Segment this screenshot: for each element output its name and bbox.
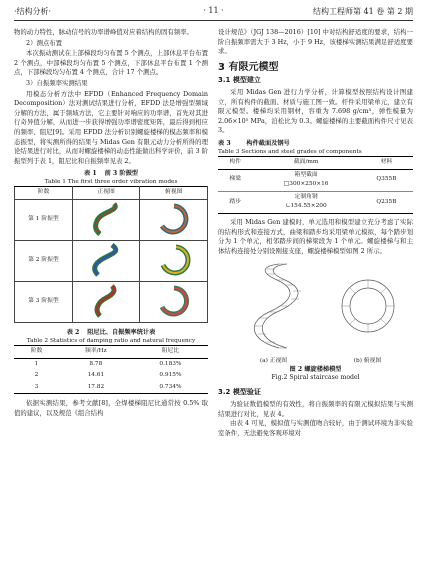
table-header: 正视图	[72, 187, 140, 200]
section-heading: 3 有限元模型	[218, 61, 279, 73]
table-row	[14, 370, 208, 382]
table-row	[15, 240, 208, 281]
paragraph: 用模态分析方法中 EFDD（Enhanced Frequency Domain Decomposition）法对测试结果进行分析，EFDD 法是增强型频域分解的方法，属于频域方法，它主要针对响应的功率谱，首先对其进行奇异值分解，从而进一步获得增强功率谱密度矩阵，最后得到相应的频率、阻尼[9]。采用 EFDD 法分析识别螺旋楼梯的模态频率和模态振型，将实测所得的结果与 Midas Gen 有限元动力分析所得的理论结果进行对比，从而对螺旋楼梯的动态性能做出科学评价，前 3 阶振型列于表 1，阻尼比和自振频率见表 2。	[14, 89, 208, 165]
table-row	[14, 382, 208, 394]
table1-vibration-modes	[14, 186, 208, 323]
table-cell: Q235B	[360, 191, 413, 213]
staircase-front-view	[229, 260, 319, 352]
figure2-caption: 图 2 螺旋楼梯模型 Fig.2 Spiral staircase model	[271, 366, 360, 382]
header-section: ·结构分析·	[14, 7, 52, 16]
mode-label: 第 1 阶振型	[15, 199, 73, 240]
paragraph: 物的动力特性，脉动信号的功率谱峰值对应着结构的固有频率。	[14, 28, 193, 36]
table-header: 阶数	[14, 345, 59, 358]
figure2	[218, 260, 413, 366]
table1-caption: 表 1 前 3 阶振型 Table 1 The first three order vibration modes	[44, 170, 178, 186]
table-cell: 梯梁	[218, 169, 252, 191]
table-header: 材料	[360, 156, 413, 169]
table2-damping-frequency	[14, 345, 208, 394]
figure2a	[229, 260, 319, 366]
subsection-label: 3）自振频率实测结果	[26, 78, 88, 87]
page-header	[14, 6, 413, 20]
table-cell: 踏步	[218, 191, 252, 213]
table-cell: 14.61	[87, 372, 105, 379]
paragraph: 为验证数值模型的有效性，将自振频率的有限元模拟结果与实测结果进行对比，见表 4。	[218, 400, 413, 418]
table2-caption: 表 2 阻尼比、自振频率统计表 Table 2 Statistics of damping ratio and natural frequency	[26, 328, 196, 344]
mode2-front-image	[75, 242, 138, 280]
subsection-heading: 3.2 模型验证	[218, 388, 261, 397]
table-cell: Q355B	[360, 169, 413, 191]
table-header: 阶数	[15, 187, 73, 200]
paragraph: 采用 Midas Gen 进行力学分析，计算模型按照结构设计图建立，所有构件的截面、材质与施工图一致。杆件采用梁单元，建立有限元模型。楼梯均采用钢材，容重为 7.698 g/cm³，弹性模量为 2.06×10⁵ MPa，泊松比为 0.3。螺旋楼梯的主要截面构件尺寸见表 3。	[218, 87, 413, 135]
mode1-front-image	[75, 201, 138, 239]
staircase-top-view	[333, 260, 403, 352]
table-cell: 1	[34, 360, 39, 367]
table-cell: 定制角钢 ∟154.55×200	[252, 191, 359, 213]
mode1-top-image	[142, 201, 205, 239]
table-cell: 17.82	[59, 382, 133, 394]
mode3-top-image	[142, 283, 205, 321]
subsection-heading: 3.1 模型建立	[218, 76, 261, 85]
mode-label: 第 2 阶振型	[15, 240, 73, 281]
table-cell: 0.915%	[159, 372, 182, 379]
figure2b-label: (b) 俯视图	[353, 357, 382, 364]
table-row	[218, 169, 413, 191]
paragraph: 设计规范》（JGJ 138—2016）[10] 中对结构舒适度的要求，结构一阶自振频率需大于 3 Hz，小于 9 Hz，该楼梯实测结果满足舒适度要求。	[218, 28, 413, 56]
table-header: 阻尼比	[133, 345, 208, 358]
table-header: 俯视图	[140, 187, 208, 200]
paragraph: 本次振动测试在上部梯段均匀布置 5 个测点，上部休息平台布置 2 个测点，中部梯段均匀布置 5 个测点，下部休息平台布置 1 个测点，下部梯段均匀布置 4 个测点，合计 17 个测点。	[14, 49, 208, 77]
table-cell: 3	[14, 382, 59, 394]
table-cell: 2	[34, 372, 39, 379]
mode-label: 第 3 阶振型	[15, 281, 73, 322]
table-row	[15, 199, 208, 240]
paragraph: 采用 Midas Gen 建模时，单元选用和模型建立充分考虑了实际的结构形式和连接方式，曲梁和踏步均采用梁单元模拟，每个踏步划分为 1 个单元，相邻踏步间的梯梁段为 1 个单元。螺旋楼梯与和主体结构连接处分别设刚接支座，螺旋楼梯模型如图 2 所示。	[218, 217, 413, 255]
left-column	[14, 28, 208, 418]
table-header: 频率/Hz	[59, 345, 133, 358]
mode3-front-image	[75, 283, 138, 321]
table-cell: 0.183%	[159, 360, 182, 367]
table-cell: 箱型截面 □300×250×16	[252, 169, 359, 191]
figure2b	[333, 260, 403, 366]
table-header: 截面/mm	[252, 156, 359, 169]
table-cell: 0.734%	[133, 382, 208, 394]
table3-sections	[218, 156, 413, 214]
table-row	[15, 281, 208, 322]
figure2a-label: (a) 正视图	[259, 357, 288, 364]
table-row	[14, 358, 208, 370]
table3-caption: 表 3 构件截面及钢号 Table 3 Sections and steel grades of components	[218, 139, 362, 155]
subsection-label: 2）测点布置	[26, 38, 63, 47]
header-rule	[14, 20, 413, 21]
journal-info: 结构工程师第 41 卷 第 2 期	[313, 7, 413, 16]
table-cell: 8.78	[89, 360, 103, 367]
page-number: · 11 ·	[203, 6, 224, 15]
paragraph: 依据实测结果，参考文献[8]，全焊楼梯阻尼比通常按 0.5% 取值的建议，以及规范《组合结构	[14, 399, 208, 417]
table-header: 构件	[218, 156, 252, 169]
paragraph: 由表 4 可见，模拟值与实测值吻合较好，由于测试环境为非实验室条件，无法避免客观环境对	[218, 419, 413, 437]
right-column	[218, 28, 413, 438]
mode2-top-image	[142, 242, 205, 280]
table-row	[218, 191, 413, 213]
